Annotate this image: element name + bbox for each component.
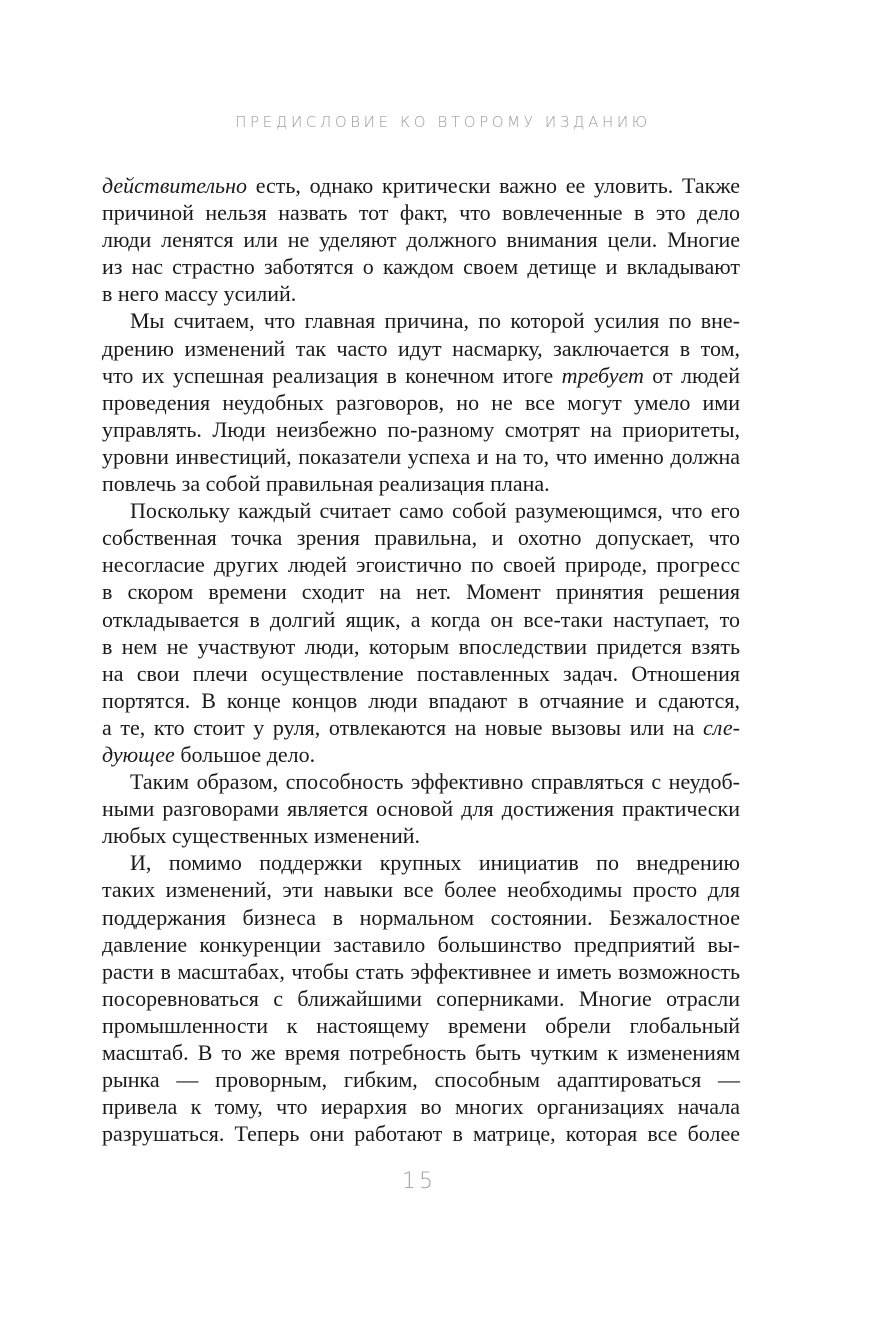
text-run: разрушаться. Теперь они работают в матрице, которая все более (102, 1121, 740, 1147)
paragraph (102, 849, 740, 1147)
text-run: Поскольку каждый считает само собой разумеющимся, что его (130, 498, 740, 524)
text-line (102, 1066, 740, 1093)
text-line (102, 931, 740, 958)
text-line (102, 876, 740, 903)
text-run: несогласие других людей эгоистично по своей природе, прогресс (102, 552, 740, 578)
text-run: откладывается в долгий ящик, а когда он все-таки наступает, то (102, 606, 740, 632)
paragraph (102, 172, 740, 307)
text-line (102, 795, 740, 822)
text-run: в него массу усилий. (102, 281, 297, 307)
text-line (102, 904, 740, 931)
text-line (102, 849, 740, 876)
text-line (102, 985, 740, 1012)
text-line (102, 551, 740, 578)
paragraph (102, 307, 740, 497)
text-run: портятся. В конце концов люди впадают в отчаяние и сдаются, (102, 687, 740, 713)
text-run: из нас страстно заботятся о каждом своем детище и вкладывают (102, 254, 740, 280)
text-run: дрению изменений так часто идут насмарку, заключается в том, (102, 335, 740, 361)
text-run: есть, однако критически важно ее уловить. Также (247, 173, 740, 198)
text-line (102, 416, 740, 443)
text-run: любых существенных изменений. (102, 823, 421, 849)
text-line (102, 768, 740, 795)
text-line (102, 470, 740, 497)
text-run: рынка — проворным, гибким, способным адаптироваться — (102, 1067, 740, 1093)
text-line (102, 497, 740, 524)
emphasis: дующее (102, 741, 175, 767)
text-line (102, 687, 740, 714)
text-run: проведения неудобных разговоров, но не все могут умело ими (102, 389, 740, 415)
text-run: в скором времени сходит на нет. Момент принятия решения (102, 579, 740, 605)
text-run: большое дело. (174, 741, 316, 767)
text-line (102, 443, 740, 470)
paragraph (102, 497, 740, 768)
text-line (102, 822, 740, 849)
text-run: И, помимо поддержки крупных инициатив по внедрению (130, 850, 740, 876)
text-run: промышленности к настоящему времени обрели глобальный (102, 1012, 740, 1038)
text-run: таких изменений, эти навыки все более необходимы просто для (102, 877, 740, 903)
text-line (102, 633, 740, 660)
text-run: от людей (643, 362, 741, 388)
text-run: собственная точка зрения правильна, и охотно допускает, что (102, 525, 740, 551)
body-text (102, 172, 740, 1147)
text-line (102, 958, 740, 985)
text-line (102, 524, 740, 551)
text-line (102, 714, 740, 741)
text-run: управлять. Люди неизбежно по-разному смотрят на приоритеты, (102, 416, 740, 442)
text-line (102, 1120, 740, 1147)
text-line (102, 1012, 740, 1039)
text-run: повлечь за собой правильная реализация плана. (102, 471, 550, 497)
text-run: что их успешная реализация в конечном итоге (102, 362, 562, 388)
text-line (102, 335, 740, 362)
running-head: ПРЕДИСЛОВИЕ КО ВТОРОМУ ИЗДАНИЮ (235, 113, 651, 131)
text-run: в нем не участвуют люди, которым впоследствии придется взять (102, 633, 740, 659)
text-line (102, 172, 740, 199)
emphasis: сле- (703, 714, 740, 740)
text-line (102, 389, 740, 416)
text-line (102, 307, 740, 334)
text-line (102, 199, 740, 226)
text-line (102, 1039, 740, 1066)
text-run: масштаб. В то же время потребность быть чутким к изменениям (102, 1040, 740, 1065)
text-line (102, 1093, 740, 1120)
text-run: ными разговорами является основой для достижения практически (102, 796, 740, 822)
emphasis: требует (561, 362, 644, 388)
text-line (102, 606, 740, 633)
text-run: давление конкуренции заставило большинство предприятий вы- (102, 931, 740, 957)
text-run: люди ленятся или не уделяют должного внимания цели. Многие (102, 227, 740, 253)
text-run: посоревноваться с ближайшими соперниками. Многие отрасли (102, 985, 740, 1011)
text-line (102, 280, 740, 307)
text-line (102, 578, 740, 605)
text-line (102, 660, 740, 687)
text-run: поддержания бизнеса в нормальном состоянии. Безжалостное (102, 904, 740, 930)
text-run: Мы считаем, что главная причина, по которой усилия по вне- (130, 308, 740, 334)
text-line (102, 226, 740, 253)
emphasis: действительно (102, 173, 247, 198)
text-run: причиной нельзя назвать тот факт, что вовлеченные в это дело (102, 200, 740, 226)
text-run: расти в масштабах, чтобы стать эффективнее и иметь возможность (102, 958, 740, 984)
text-run: Таким образом, способность эффективно справляться с неудоб- (130, 769, 740, 795)
text-line (102, 253, 740, 280)
text-line (102, 741, 740, 768)
text-run: привела к тому, что иерархия во многих организациях начала (102, 1094, 740, 1120)
paragraph (102, 768, 740, 849)
text-run: уровни инвестиций, показатели успеха и на то, что именно должна (102, 443, 740, 469)
text-line (102, 362, 740, 389)
page-number: 15 (402, 1169, 436, 1194)
text-run: на свои плечи осуществление поставленных задач. Отношения (102, 660, 740, 686)
text-run: а те, кто стоит у руля, отвлекаются на новые вызовы или на (102, 714, 703, 740)
